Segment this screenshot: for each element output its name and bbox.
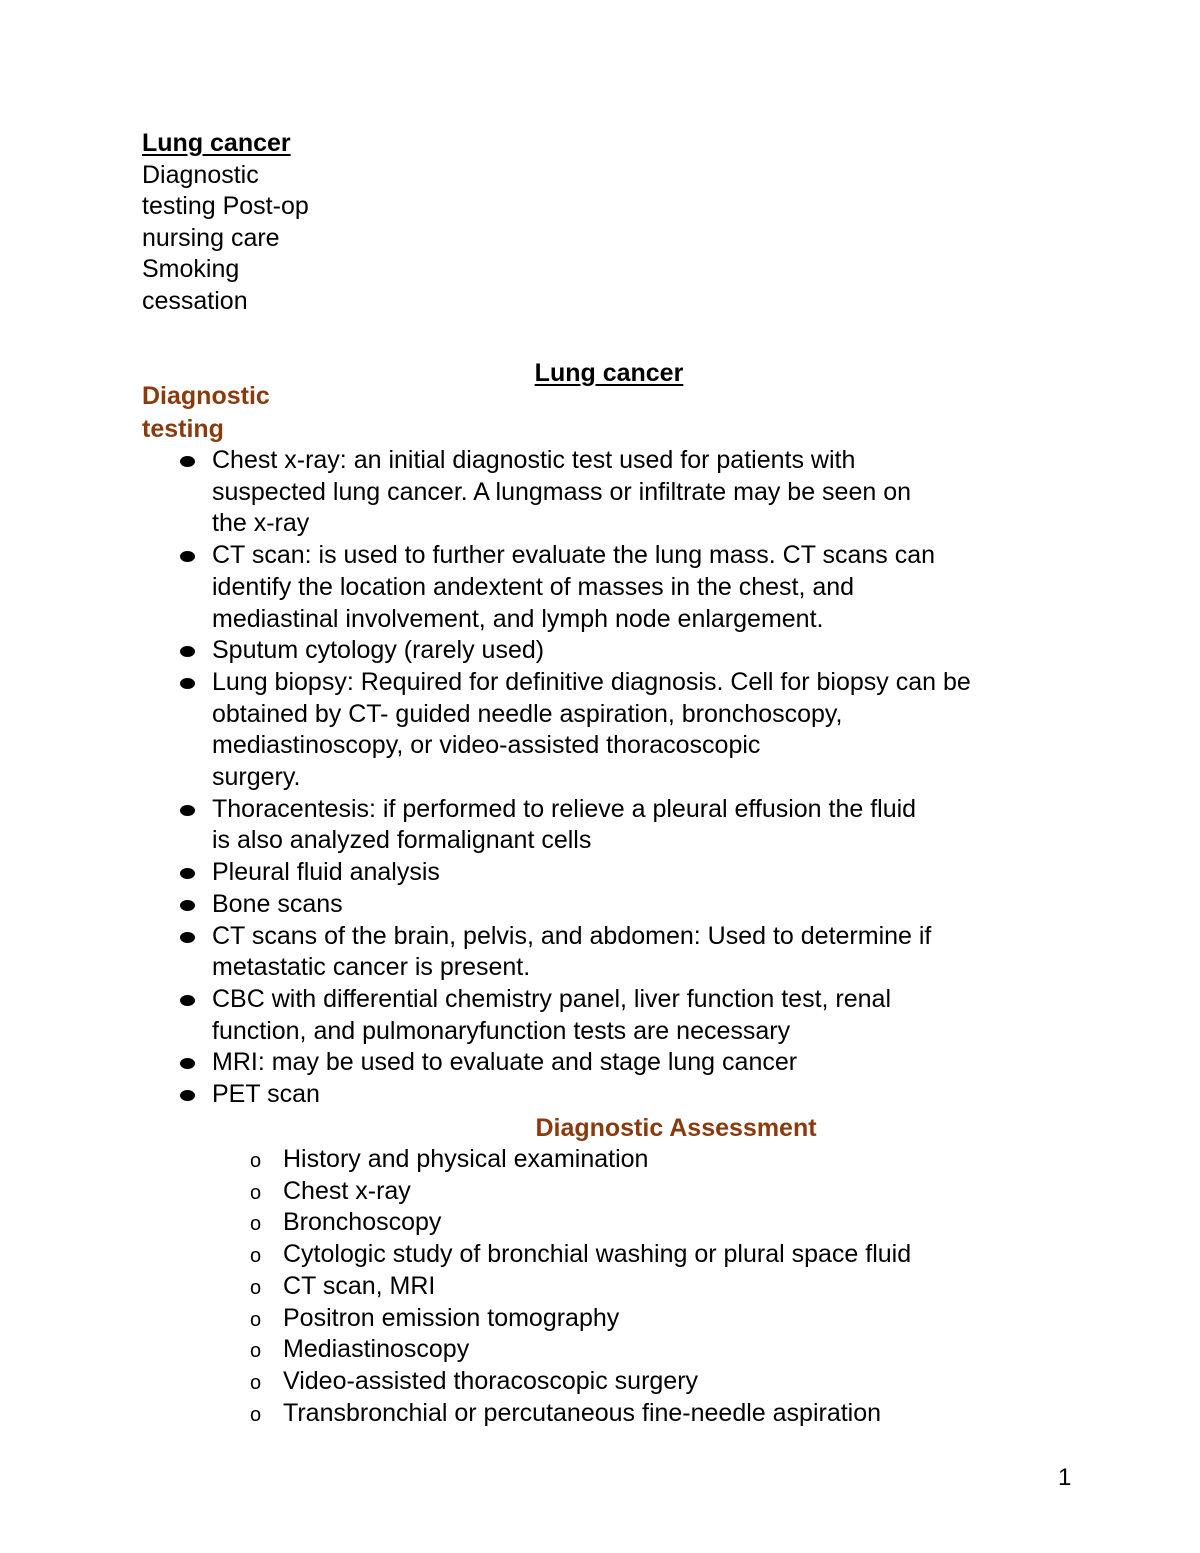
circle-bullet-icon: o	[250, 1181, 262, 1204]
toc-line: testing Post-op	[142, 192, 309, 220]
bullet-icon	[180, 1090, 195, 1101]
list-item-line: MRI: may be used to evaluate and stage lung cancer	[212, 1048, 798, 1077]
circle-bullet-icon: o	[250, 1308, 262, 1331]
section-heading-line: Diagnostic	[142, 382, 270, 410]
list-item	[180, 984, 1080, 1047]
diagnostic-assessment-heading: Diagnostic Assessment	[535, 1114, 817, 1142]
list-item-line: surgery.	[212, 763, 301, 792]
assessment-item	[250, 1303, 1100, 1335]
list-item	[180, 445, 1080, 540]
circle-bullet-icon: o	[250, 1245, 262, 1268]
list-item	[180, 794, 1080, 857]
assessment-item	[250, 1271, 1100, 1303]
bullet-icon	[180, 678, 195, 689]
list-item-line: PET scan	[212, 1080, 320, 1109]
toc-line: cessation	[142, 286, 248, 315]
circle-bullet-icon: o	[250, 1340, 262, 1363]
section-heading-diagnostic-testing	[142, 380, 270, 446]
diagnostic-testing-list	[180, 445, 1080, 1111]
list-item-line: identify the location andextent of masses in the chest, and	[212, 572, 855, 601]
circle-bullet-icon: o	[250, 1150, 262, 1172]
assessment-item-text: Transbronchial or percutaneous fine-needle aspiration	[283, 1398, 882, 1427]
bullet-icon	[180, 995, 195, 1006]
bullet-icon	[180, 868, 195, 879]
list-item-line: is also analyzed formalignant cells	[212, 826, 592, 855]
assessment-item	[250, 1207, 1100, 1239]
list-item-line: mediastinoscopy, or video-assisted thoracoscopic	[212, 731, 761, 760]
bullet-icon	[180, 551, 195, 562]
list-item	[180, 921, 1080, 984]
list-item-line: mediastinal involvement, and lymph node enlargement.	[212, 604, 824, 633]
list-item-line: Bone scans	[212, 889, 343, 918]
list-item-line: Chest x-ray: an initial diagnostic test used for patients with	[212, 446, 856, 474]
circle-bullet-icon: o	[250, 1276, 262, 1299]
bullet-icon	[180, 900, 195, 911]
list-item	[180, 1079, 1080, 1111]
circle-bullet-icon: o	[250, 1371, 262, 1394]
assessment-item-text: Video-assisted thoracoscopic surgery	[283, 1366, 699, 1395]
page-number: 1	[1058, 1464, 1072, 1491]
toc-line: Smoking	[142, 255, 240, 283]
list-item-line: Thoracentesis: if performed to relieve a pleural effusion the fluid	[212, 794, 917, 823]
assessment-item	[250, 1144, 1100, 1176]
bullet-icon	[180, 1058, 195, 1069]
list-item-line: CT scans of the brain, pelvis, and abdomen: Used to determine if	[212, 921, 932, 950]
assessment-item-text: Positron emission tomography	[283, 1303, 620, 1332]
assessment-item-text: Bronchoscopy	[283, 1208, 442, 1237]
list-item-line: the x-ray	[212, 509, 310, 538]
assessment-item-text: Chest x-ray	[283, 1176, 411, 1205]
assessment-item	[250, 1398, 1100, 1430]
assessment-item-text: Mediastinoscopy	[283, 1335, 470, 1364]
list-item	[180, 1047, 1080, 1079]
assessment-item	[250, 1334, 1100, 1366]
list-item-line: obtained by CT- guided needle aspiration, bronchoscopy,	[212, 699, 843, 728]
circle-bullet-icon: o	[250, 1213, 262, 1236]
assessment-item	[250, 1176, 1100, 1208]
table-of-contents	[142, 128, 402, 317]
assessment-item-text: Cytologic study of bronchial washing or plural space fluid	[283, 1240, 912, 1269]
list-item-line: metastatic cancer is present.	[212, 953, 531, 982]
list-item	[180, 540, 1080, 635]
list-item-line: suspected lung cancer. A lungmass or infiltrate may be seen on	[212, 477, 912, 506]
page-title: Lung cancer	[534, 359, 684, 387]
list-item	[180, 857, 1080, 889]
assessment-item	[250, 1239, 1100, 1271]
list-item	[180, 889, 1080, 921]
assessment-item	[250, 1366, 1100, 1398]
diagnostic-assessment-list	[250, 1144, 1100, 1429]
list-item-line: Sputum cytology (rarely used)	[212, 636, 545, 665]
circle-bullet-icon: o	[250, 1403, 262, 1426]
list-item	[180, 635, 1080, 667]
bullet-icon	[180, 646, 195, 657]
list-item-line: CT scan: is used to further evaluate the lung mass. CT scans can	[212, 541, 936, 570]
bullet-icon	[180, 805, 195, 816]
toc-title: Lung cancer	[142, 129, 291, 157]
toc-line: nursing care	[142, 223, 280, 252]
assessment-item-text: CT scan, MRI	[283, 1271, 436, 1300]
bullet-icon	[180, 456, 195, 467]
assessment-item-text: History and physical examination	[283, 1145, 649, 1173]
list-item	[180, 667, 1080, 794]
bullet-icon	[180, 932, 195, 943]
section-heading-line: testing	[142, 415, 224, 443]
toc-line: Diagnostic	[142, 160, 259, 189]
list-item-line: function, and pulmonaryfunction tests are necessary	[212, 1016, 791, 1045]
list-item-line: Pleural fluid analysis	[212, 858, 440, 887]
list-item-line: CBC with differential chemistry panel, liver function test, renal	[212, 984, 892, 1013]
list-item-line: Lung biopsy: Required for definitive diagnosis. Cell for biopsy can be	[212, 667, 971, 696]
